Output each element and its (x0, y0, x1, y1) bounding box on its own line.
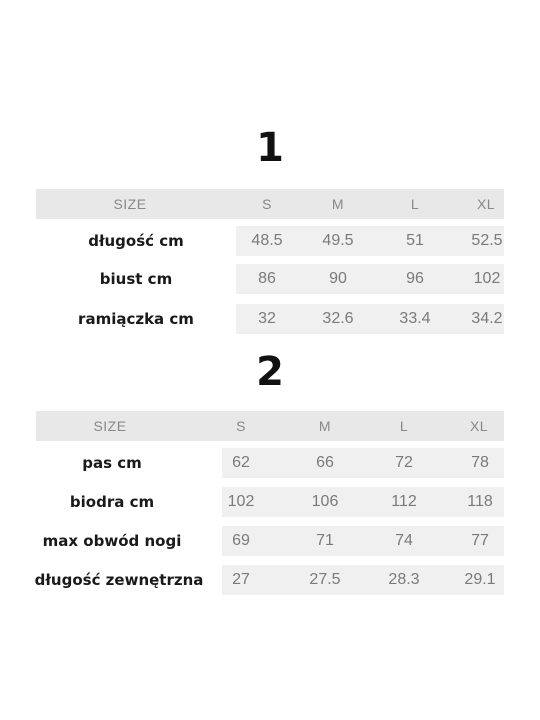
table-row (0, 448, 540, 478)
table-2-header (36, 411, 504, 441)
cell-l: 112 (391, 493, 417, 510)
table-row (0, 304, 540, 334)
cell-l: 33.4 (399, 310, 431, 327)
header-xl: XL (476, 196, 496, 212)
cell-xl: 52.5 (471, 232, 503, 249)
table-row (0, 487, 540, 517)
row-label: ramiączka cm (78, 310, 194, 328)
cell-l: 51 (406, 232, 424, 249)
cell-xl: 77 (471, 532, 489, 549)
row-label: pas cm (82, 454, 142, 472)
section-number-1: 1 (256, 125, 284, 171)
cell-s: 32 (258, 310, 276, 327)
cell-m: 27.5 (309, 571, 341, 588)
header-size: SIZE (93, 418, 127, 434)
table-row (0, 565, 540, 595)
cell-xl: 78 (471, 454, 489, 471)
cell-s: 102 (227, 493, 255, 510)
cell-l: 28.3 (388, 571, 420, 588)
row-label: biodra cm (69, 493, 155, 511)
section-number-2: 2 (256, 349, 284, 395)
cell-xl: 102 (473, 270, 501, 287)
header-m: M (318, 418, 332, 434)
cell-s: 48.5 (251, 232, 283, 249)
header-m: M (331, 196, 345, 212)
cell-m: 66 (316, 454, 334, 471)
table-row (0, 226, 540, 256)
cell-xl: 118 (467, 493, 493, 510)
header-l: L (399, 418, 409, 434)
cell-xl: 29.1 (464, 571, 496, 588)
cell-l: 72 (395, 454, 413, 471)
row-label: max obwód nogi (42, 532, 182, 550)
row-label: biust cm (99, 270, 173, 288)
header-xl: XL (469, 418, 489, 434)
cell-l: 74 (395, 532, 413, 549)
table-1-header (36, 189, 504, 219)
cell-m: 71 (316, 532, 334, 549)
cell-xl: 34.2 (471, 310, 503, 327)
cell-m: 32.6 (322, 310, 354, 327)
header-s: S (262, 196, 272, 212)
table-row (0, 264, 540, 294)
row-label: długość cm (88, 232, 184, 250)
cell-s: 62 (232, 454, 250, 471)
cell-m: 49.5 (322, 232, 354, 249)
header-size: SIZE (113, 196, 147, 212)
table-row (0, 526, 540, 556)
cell-m: 90 (329, 270, 347, 287)
header-s: S (236, 418, 246, 434)
header-l: L (410, 196, 420, 212)
cell-s: 86 (258, 270, 276, 287)
cell-s: 69 (232, 532, 250, 549)
row-label: długość zewnętrzna (34, 571, 204, 589)
cell-l: 96 (406, 270, 424, 287)
cell-m: 106 (311, 493, 339, 510)
cell-s: 27 (232, 571, 250, 588)
